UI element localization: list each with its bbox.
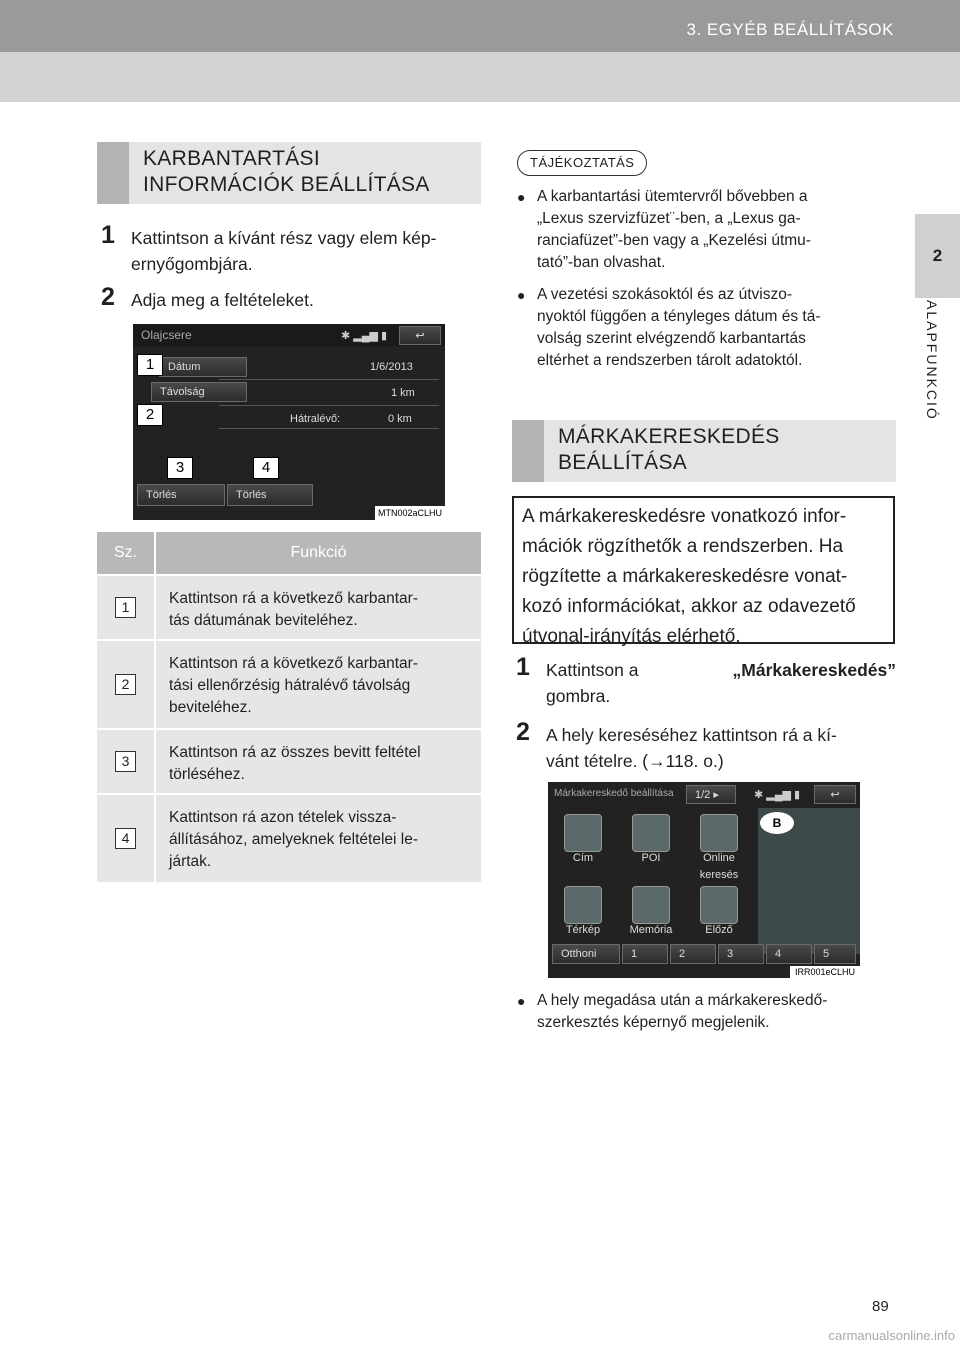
preset-3-button[interactable]: 3 [718,944,764,964]
back-arrow-icon: ↩ [415,330,425,342]
dealer-step-1: 1 Kattintson a „Márkakereskedés” gombra. [516,653,896,706]
chapter-label-tab: ALAPFUNKCIÓ [915,298,960,434]
dealer-step-2: 2 A hely kereséséhez kattintson rá a kí- vánt tételre. (→118. o.) [516,718,837,771]
home-button[interactable]: Otthoni [552,944,620,964]
address-icon[interactable] [564,814,602,852]
remaining-label: Hátralévő: [290,413,341,425]
remaining-value: 0 km [388,413,412,425]
screenshot-oil-change [133,324,445,520]
preset-5-button[interactable]: 5 [814,944,856,964]
online-search-icon[interactable] [700,814,738,852]
info-bullet-2: ● A vezetési szokásoktól és az útviszo- nyoktól függően a tényleges dátum és tá- volság szerint elvégzendő karbantartás eltérhet a rendszerben tárolt adatoktól. [517,286,821,369]
map-icon[interactable] [564,886,602,924]
back-arrow-icon: ↩ [830,789,840,801]
bullet-dot-icon: ● [517,287,526,303]
callout-2: 2 [137,404,163,426]
date-value: 1/6/2013 [370,361,413,373]
status-icons: ✱ ▂▄▆ ▮ [341,330,388,342]
end-bullet: ● A hely megadása után a márkakereskedő- szerkesztés képernyő megjelenik. [517,992,828,1031]
chapter-title: 3. EGYÉB BEÁLLÍTÁSOK [686,20,894,39]
table-row: 2 Kattintson rá a következő karbantar- tási ellenőrzésig hátralévő távolság beviteléhez. [97,639,481,728]
screen-title: Márkakereskedő beállítása [554,788,674,799]
bullet-dot-icon: ● [517,189,526,205]
chapter-number-tab: 2 [915,214,960,298]
brand-marker: B [760,812,794,834]
row-number: 3 [115,751,136,772]
distance-button[interactable]: Távolság [151,382,247,402]
table-row: 4 Kattintson rá azon tételek vissza- állításához, amelyeknek feltételei le- jártak. [97,793,481,882]
screen-title: Olajcsere [141,328,192,342]
info-label: TÁJÉKOZTATÁS [517,150,647,176]
bullet-dot-icon: ● [517,993,526,1009]
dealer-note-box: A márkakereskedésre vonatkozó infor- mációk rögzíthetők a rendszerben. Ha rögzítette a márkakereskedésre vonat- kozó információkat, akkor az odavezető útvonal-irányítás elérhető. [512,496,895,644]
preset-1-button[interactable]: 1 [622,944,668,964]
step-2: 2 Adja meg a feltételeket. [101,283,314,311]
table-header: Sz. Funkció [97,532,481,574]
section-title-dealer: MÁRKAKERESKEDÉS BEÁLLÍTÁSA [512,420,896,482]
memory-flag-icon[interactable] [632,886,670,924]
page-indicator[interactable]: 1/2 ▸ [686,785,736,804]
status-icons: ✱ ▂▄▆ ▮ [754,789,801,801]
callout-3: 3 [167,457,193,479]
row-number: 1 [115,597,136,618]
header-band [0,52,960,102]
callout-4: 4 [253,457,279,479]
screenshot-dealer-setup: Márkakereskedő beállítása 1/2 ▸ ✱ ▂▄▆ ▮ ↩ B Cím POI Online keresés Térkép Memória Előző Otthoni 1 2 3 4 5 IRR001eCLHU [548,782,860,978]
callout-1: 1 [137,354,163,376]
table-row: 3 Kattintson rá az összes bevitt feltétel törléséhez. [97,728,481,793]
table-row: 1 Kattintson rá a következő karbantar- tás dátumának beviteléhez. [97,574,481,639]
preset-4-button[interactable]: 4 [766,944,812,964]
delete-button-2[interactable]: Törlés [227,484,313,506]
section-title-maintenance: KARBANTARTÁSI INFORMÁCIÓK BEÁLLÍTÁSA [97,142,481,204]
image-code: IRR001eCLHU [790,966,860,978]
page-number: 89 [872,1298,889,1315]
row-number: 4 [115,828,136,849]
image-code: MTN002aCLHU [375,506,445,520]
back-button[interactable] [814,785,856,804]
poi-icon[interactable] [632,814,670,852]
watermark: carmanualsonline.info [828,1328,955,1343]
delete-button-1[interactable]: Törlés [137,484,225,506]
date-button[interactable]: Dátum [159,357,247,377]
row-number: 2 [115,674,136,695]
info-bullet-1: ● A karbantartási ütemtervről bővebben a „Lexus szervizfüzet¨-ben, a „Lexus ga- ranciafüzet”-ben vagy a „Kezelési útmu- tató”-ban olvashat. [517,188,811,271]
previous-icon[interactable] [700,886,738,924]
preset-2-button[interactable]: 2 [670,944,716,964]
step-1: 1 Kattintson a kívánt rész vagy elem kép- ernyőgombjára. [101,221,437,274]
function-table [97,532,481,882]
back-button[interactable] [399,326,441,345]
distance-value: 1 km [391,387,415,399]
